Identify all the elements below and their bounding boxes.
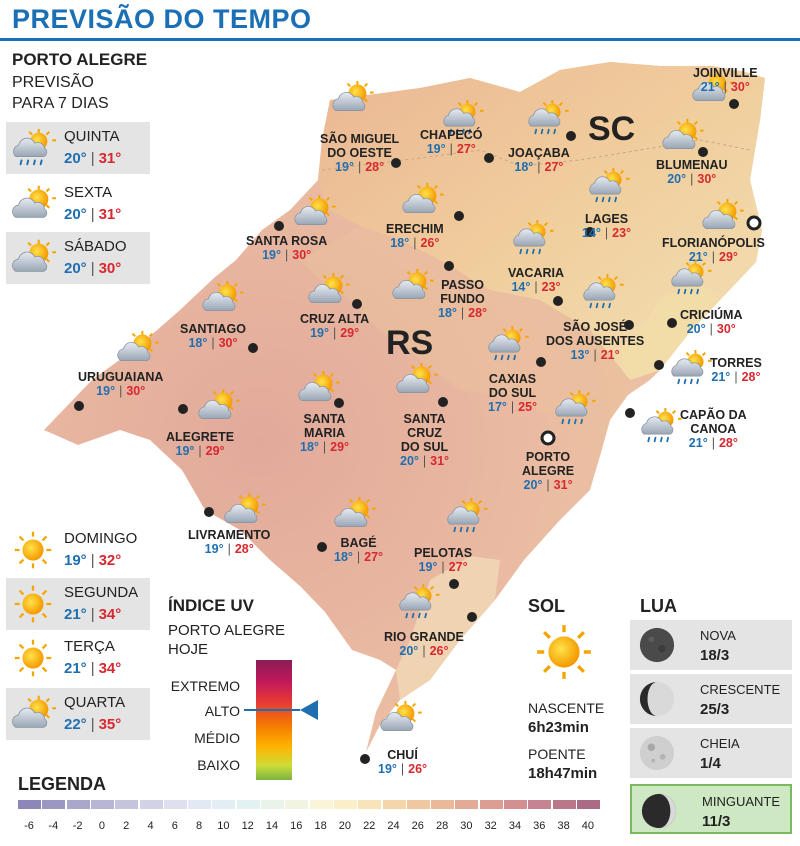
legend-tick-label: 38 — [557, 820, 570, 832]
legend-swatch — [383, 800, 406, 809]
legend-tick-label: 40 — [581, 820, 595, 832]
city-dot-passo-fundo — [444, 261, 454, 271]
legend-swatch — [577, 800, 600, 809]
city-label-caxias: CAXIAS DO SUL 17° | 25° — [488, 372, 538, 414]
city-dot-santa-rosa — [274, 221, 284, 231]
uv-level-label: EXTREMO — [170, 678, 240, 694]
legend-title: LEGENDA — [18, 774, 107, 794]
city-label-uruguaiana: URUGUAIANA 19° | 30° — [78, 370, 164, 398]
legend-swatch — [528, 800, 551, 809]
city-label-alegrete: ALEGRETE 19° | 29° — [166, 430, 235, 458]
city-dot-joacaba — [566, 131, 576, 141]
city-dot-livramento — [204, 507, 214, 517]
city-label-bage: BAGÉ 18° | 27° — [334, 536, 384, 564]
city-dot-torres — [654, 360, 664, 370]
legend-swatch — [261, 800, 284, 809]
legend-swatch — [140, 800, 163, 809]
legend-tick-label: -2 — [72, 820, 83, 832]
legend-tick-label: 24 — [387, 820, 400, 832]
city-dot-bage — [317, 542, 327, 552]
sun-title: SOL — [528, 596, 566, 616]
sun-icon — [10, 638, 56, 678]
legend-tick-label: 14 — [265, 820, 279, 832]
forecast-day: SEGUNDA 21° | 34° — [6, 578, 150, 630]
crescent-moon-icon — [638, 680, 676, 718]
forecast-day: SEXTA 20° | 31° — [6, 178, 150, 230]
city-label-sao-jose: SÃO JOSÉ DOS AUSENTES 13° | 21° — [546, 320, 645, 362]
sun-icon — [10, 530, 56, 570]
legend-swatch — [358, 800, 381, 809]
page-title: PREVISÃO DO TEMPO — [12, 4, 312, 34]
city-dot-criciuma — [667, 318, 677, 328]
forecast-day: QUARTA 22° | 35° — [6, 688, 150, 740]
city-dot-alegrete — [178, 404, 188, 414]
sunrise-label: NASCENTE — [528, 700, 605, 716]
state-label-sc: SC — [588, 110, 636, 148]
sun-cloud-rain-icon — [672, 350, 712, 383]
city-dot-caxias — [536, 357, 546, 367]
waning-moon-icon — [640, 792, 678, 830]
moon-phase-new: NOVA 18/3 — [630, 620, 792, 670]
legend-tick-label: 36 — [533, 820, 546, 832]
city-dot-erechim — [454, 211, 464, 221]
legend-swatch — [42, 800, 65, 809]
city-dot-santiago — [248, 343, 258, 353]
city-dot-chui — [360, 754, 370, 764]
city-label-porto-alegre: PORTO ALEGRE 20° | 31° — [522, 450, 575, 492]
city-dot-capao — [625, 408, 635, 418]
sunset-time: 18h47min — [528, 765, 598, 782]
legend-tick-label: -4 — [48, 820, 59, 832]
legend-swatch — [188, 800, 211, 809]
city-label-santiago: SANTIAGO 18° | 30° — [180, 322, 246, 350]
city-label-florianopolis: FLORIANÓPOLIS 21° | 29° — [662, 236, 765, 264]
city-label-sao-miguel: SÃO MIGUEL DO OESTE 19° | 28° — [320, 132, 400, 174]
legend-swatch — [553, 800, 576, 809]
city-label-lages: LAGES 14° | 23° — [582, 212, 632, 240]
legend-tick-label: 26 — [411, 820, 424, 832]
city-dot-santa-maria — [334, 398, 344, 408]
city-label-blumenau: BLUMENAU 20° | 30° — [656, 158, 728, 186]
sun-icon — [10, 584, 56, 624]
forecast-city: PORTO ALEGRE — [12, 50, 148, 69]
temperature-legend — [18, 800, 596, 840]
legend-swatch — [334, 800, 357, 809]
city-dot-florianopolis — [748, 217, 760, 229]
new-moon-icon — [638, 626, 676, 664]
legend-swatch — [91, 800, 114, 809]
city-label-santa-rosa: SANTA ROSA 19° | 30° — [246, 234, 328, 262]
legend-tick-label: -6 — [24, 820, 34, 832]
legend-tick-label: 32 — [484, 820, 497, 832]
legend-tick-label: 10 — [217, 820, 230, 832]
sun-cloud-rain-icon — [10, 128, 56, 168]
legend-swatch — [455, 800, 478, 809]
sunrise-time: 6h23min — [528, 719, 589, 736]
uv-level-label: BAIXO — [197, 757, 240, 773]
uv-scale-bar — [256, 660, 292, 780]
moon-phase-crescent: CRESCENTE 25/3 — [630, 674, 792, 724]
forecast-day: DOMINGO 19° | 32° — [6, 524, 150, 576]
city-dot-rio-grande — [467, 612, 477, 622]
city-dot-joinville — [729, 99, 739, 109]
legend-tick-label: 28 — [435, 820, 449, 832]
sun-icon — [530, 618, 598, 686]
legend-tick-label: 22 — [363, 820, 376, 832]
city-label-torres: TORRES 21° | 28° — [710, 356, 762, 384]
city-dot-santa-cruz — [438, 397, 448, 407]
state-label-rs: RS — [386, 324, 434, 362]
legend-swatch — [504, 800, 527, 809]
forecast-day: TERÇA 21° | 34° — [6, 632, 150, 684]
forecast-day: SÁBADO 20° | 30° — [6, 232, 150, 284]
city-label-santa-cruz: SANTA CRUZ DO SUL 20° | 31° — [400, 412, 450, 468]
legend-tick-label: 8 — [196, 820, 203, 832]
moon-title: LUA — [640, 596, 677, 616]
city-label-vacaria: VACARIA 14° | 23° — [508, 266, 565, 294]
city-dot-chapeco — [484, 153, 494, 163]
full-moon-icon — [638, 734, 676, 772]
forecast-subtitle: PARA 7 DIAS — [12, 95, 109, 112]
sunset-label: POENTE — [528, 746, 586, 762]
legend-swatch — [67, 800, 90, 809]
legend-swatch — [310, 800, 333, 809]
uv-level-label: ALTO — [204, 703, 240, 719]
city-dot-uruguaiana — [74, 401, 84, 411]
uv-indicator-arrow-icon — [300, 700, 318, 720]
moon-phase-waning: MINGUANTE 11/3 — [630, 784, 792, 834]
city-label-chapeco: CHAPECÓ 19° | 27° — [420, 128, 483, 156]
legend-tick-label: 12 — [241, 820, 254, 832]
city-label-joinville: JOINVILLE 21° | 30° — [693, 66, 758, 94]
city-dot-cruz-alta — [352, 299, 362, 309]
title-divider — [0, 38, 800, 41]
city-label-criciuma: CRICIÚMA 20° | 30° — [680, 308, 743, 336]
sun-cloud-icon — [10, 238, 56, 278]
uv-title: ÍNDICE UV — [168, 596, 254, 615]
legend-tick-label: 2 — [123, 820, 130, 832]
sun-cloud-icon — [10, 694, 56, 734]
uv-indicator-line — [244, 709, 300, 711]
sun-cloud-icon — [10, 184, 56, 224]
legend-swatch — [407, 800, 430, 809]
forecast-subtitle: PREVISÃO — [12, 74, 94, 91]
legend-swatch — [164, 800, 187, 809]
legend-tick-label: 18 — [314, 820, 327, 832]
city-label-erechim: ERECHIM 18° | 26° — [386, 222, 444, 250]
legend-tick-label: 6 — [171, 820, 178, 832]
city-label-pelotas: PELOTAS 19° | 27° — [414, 546, 473, 574]
legend-tick-label: 4 — [147, 820, 154, 832]
legend-tick-label: 16 — [290, 820, 303, 832]
legend-swatch — [285, 800, 308, 809]
city-label-capao: CAPÃO DA CANOA 21° | 28° — [680, 408, 747, 450]
city-dot-porto-alegre — [542, 432, 554, 444]
city-label-chui: CHUÍ 19° | 26° — [378, 748, 428, 776]
legend-tick-label: 20 — [338, 820, 352, 832]
city-label-cruz-alta: CRUZ ALTA 19° | 29° — [300, 312, 370, 340]
forecast-day: QUINTA 20° | 31° — [6, 122, 150, 174]
legend-tick-label: 0 — [98, 820, 105, 832]
sun-cloud-rain-icon — [642, 408, 682, 441]
legend-swatch — [237, 800, 260, 809]
uv-subtitle: PORTO ALEGRE — [168, 622, 285, 639]
legend-tick-label: 34 — [508, 820, 522, 832]
city-label-joacaba: JOAÇABA 18° | 27° — [508, 146, 570, 174]
city-dot-pelotas — [449, 579, 459, 589]
legend-swatch — [115, 800, 138, 809]
legend-swatch — [18, 800, 41, 809]
city-label-livramento: LIVRAMENTO 19° | 28° — [188, 528, 271, 556]
moon-phase-full: CHEIA 1/4 — [630, 728, 792, 778]
legend-swatch — [431, 800, 454, 809]
legend-tick-label: 30 — [460, 820, 473, 832]
uv-subtitle: HOJE — [168, 641, 209, 658]
uv-level-label: MÉDIO — [194, 730, 240, 746]
city-dot-vacaria — [553, 296, 563, 306]
legend-swatch — [480, 800, 503, 809]
city-dot-blumenau — [698, 147, 708, 157]
legend-swatch — [212, 800, 235, 809]
city-label-santa-maria: SANTA MARIA 18° | 29° — [300, 412, 350, 454]
city-label-rio-grande: RIO GRANDE 20° | 26° — [384, 630, 464, 658]
city-label-passo-fundo: PASSO FUNDO 18° | 28° — [438, 278, 488, 320]
